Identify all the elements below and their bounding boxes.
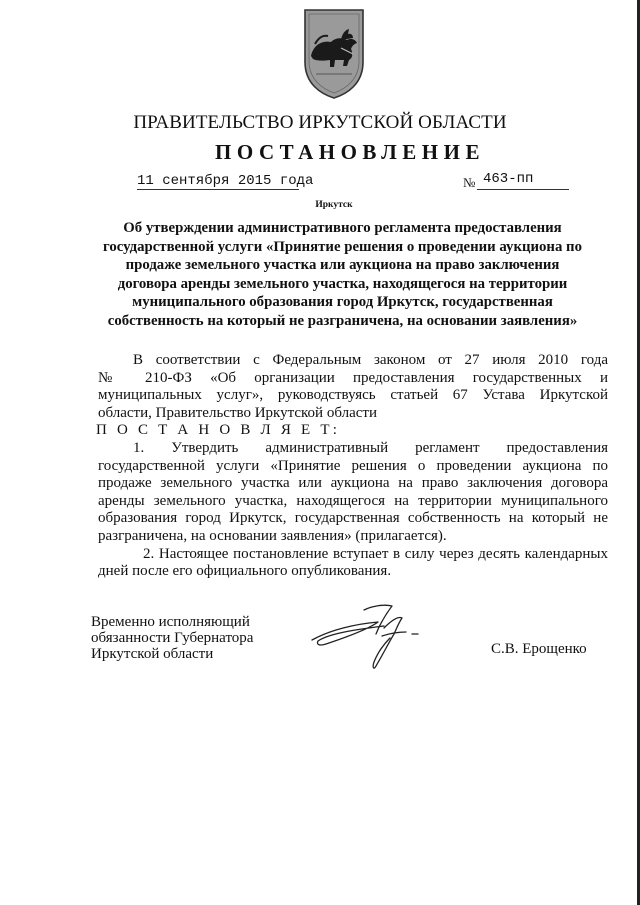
item-line: 2. Настоящее постановление вступает в силу через десять календарных (143, 545, 608, 562)
item-1-paragraph (98, 440, 608, 546)
preamble-line: В соответствии с Федеральным законом от 27 июля 2010 года (133, 352, 608, 368)
item-line: образования город Иркутск, государственная собственность на который не (98, 510, 608, 527)
title-line: государственной услуги «Принятие решения о проведении аукциона по (103, 238, 582, 255)
item-line: государственной услуги «Принятие решения о проведении аукциона по (98, 457, 608, 474)
document-type-title: ПОСТАНОВЛЕНИЕ (215, 140, 485, 164)
item-line: аренды земельного участка, находящегося на территории муниципального (98, 492, 608, 509)
document-number: 463-пп (483, 171, 534, 187)
title-line: Об утверждении административного регламента предоставления (123, 220, 562, 236)
preamble-line: области, Правительство Иркутской области (98, 404, 377, 421)
signatory-name: С.В. Ерощенко (491, 641, 587, 657)
issuing-authority: ПРАВИТЕЛЬСТВО ИРКУТСКОЙ ОБЛАСТИ (133, 112, 507, 133)
place-of-issue: Иркутск (315, 200, 353, 210)
item-line: 1. Утвердить административный регламент предоставления (133, 439, 608, 456)
title-line: муниципального образования город Иркутск, государственная (132, 294, 553, 311)
position-line: Иркутской области (91, 646, 214, 662)
title-line: договора аренды земельного участка, находящегося на территории (117, 275, 568, 292)
position-line: Временно исполняющий (91, 614, 250, 630)
title-line: продаже земельного участка или аукциона на право заключения (125, 257, 560, 274)
decree-heading: П О С Т А Н О В Л Я Е Т: (96, 422, 341, 439)
date-underline (137, 189, 299, 190)
preamble-line: № 210-ФЗ «Об организации предоставления государственных и (98, 369, 608, 386)
coat-of-arms-emblem (301, 4, 367, 99)
item-line: дней после его официального опубликования. (98, 563, 392, 580)
document-body (98, 352, 608, 581)
preamble-line: муниципальных услуг», руководствуясь статьей 67 Устава Иркутской (98, 387, 608, 404)
number-sign: № (463, 175, 476, 190)
item-line: разграничена, на основании заявления» (прилагается). (98, 527, 447, 544)
preamble-paragraph (98, 352, 608, 422)
handwritten-signature (300, 600, 430, 672)
item-2-paragraph (98, 546, 608, 581)
document-date: 11 сентября 2015 года (137, 173, 314, 189)
document-subject-title (90, 219, 595, 331)
number-underline (477, 189, 569, 190)
signatory-position (91, 614, 253, 662)
position-line: обязанности Губернатора (91, 630, 254, 646)
item-line: продаже земельного участка или аукциона на право заключения договора (98, 475, 608, 492)
title-line: собственность на который не разграничена, на основании заявления» (107, 312, 578, 329)
